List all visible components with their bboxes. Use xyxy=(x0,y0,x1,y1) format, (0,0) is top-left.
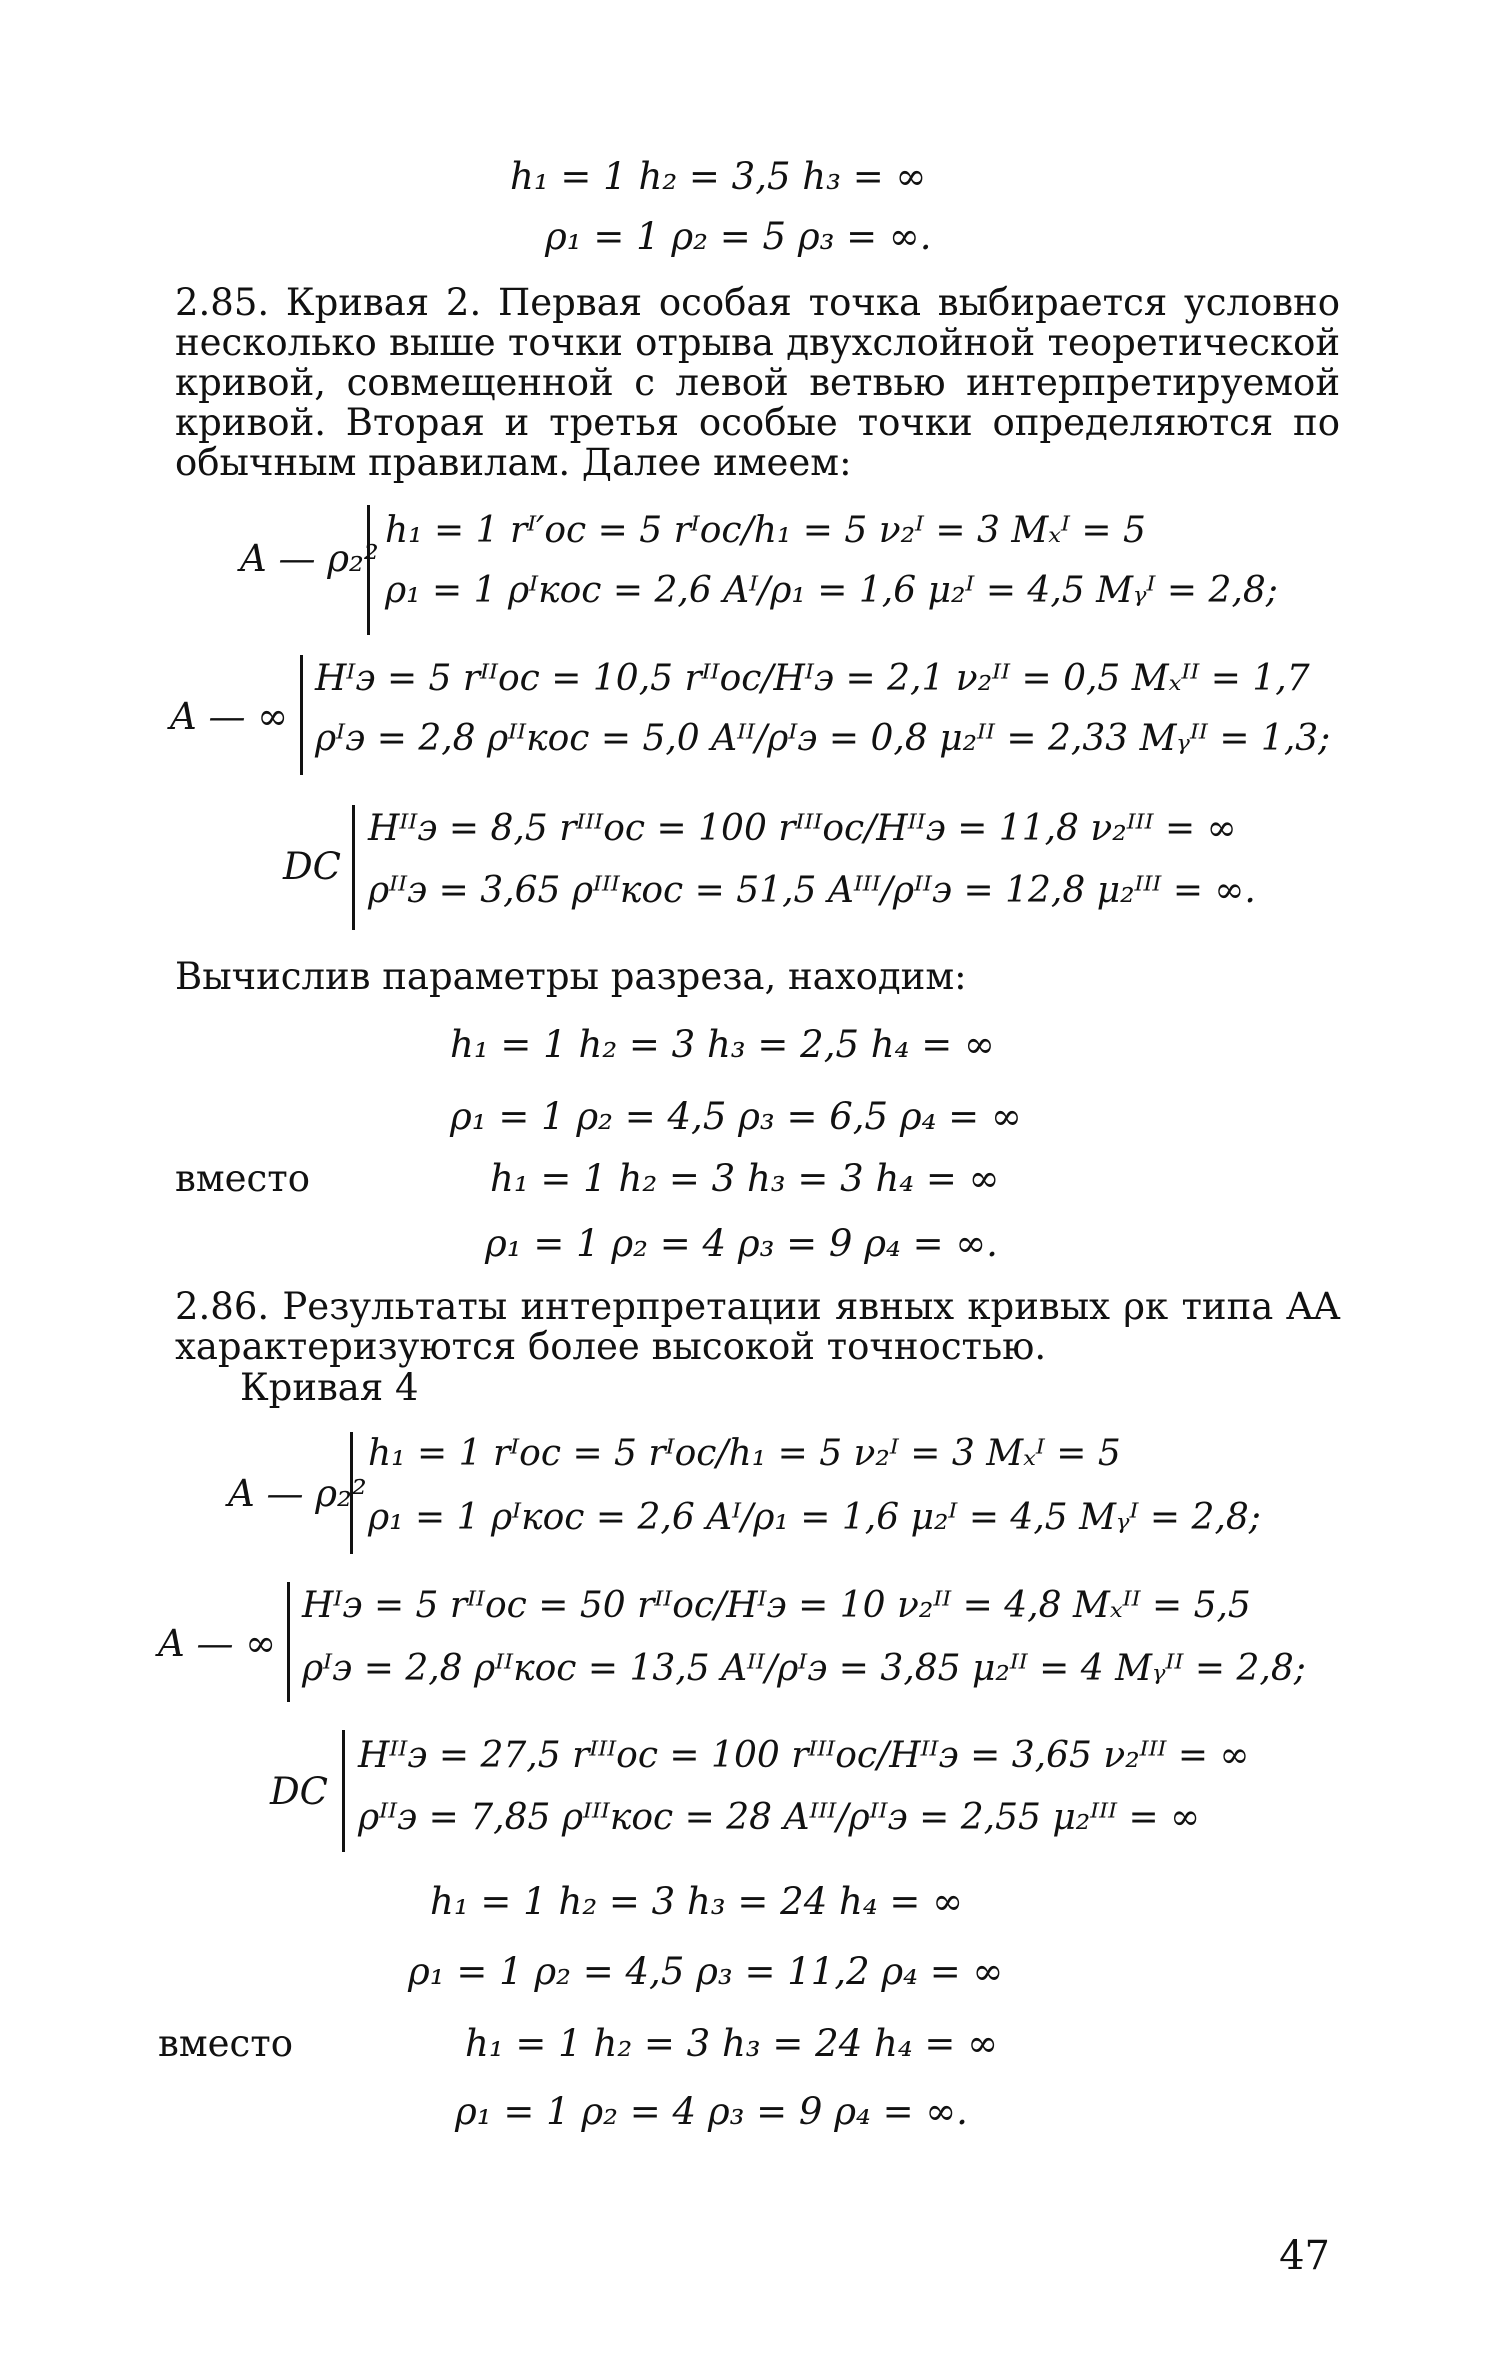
result1-h: h₁ = 1 h₂ = 3 h₃ = 2,5 h₄ = ∞ xyxy=(450,1023,995,1066)
block-row: ρ₁ = 1 ρᴵкос = 2,6 Aᴵ/ρ₁ = 1,6 μ₂ᴵ = 4,5 Mᵧᴵ = 2,8; xyxy=(368,1497,1261,1538)
result2-h-true: h₁ = 1 h₂ = 3 h₃ = 24 h₄ = ∞ xyxy=(465,2022,999,2065)
block-row: ρᴵэ = 2,8 ρᴵᴵкос = 5,0 Aᴵᴵ/ρᴵэ = 0,8 μ₂ᴵᴵ = 2,33 Mᵧᴵᴵ = 1,3; xyxy=(315,718,1331,759)
page-number: 47 xyxy=(1279,2233,1330,2279)
formula-rho-top: ρ₁ = 1 ρ₂ = 5 ρ₃ = ∞. xyxy=(545,215,932,258)
block-label: DC xyxy=(270,1770,328,1813)
block-row: ρᴵᴵэ = 7,85 ρᴵᴵᴵкос = 28 Aᴵᴵᴵ/ρᴵᴵэ = 2,55 μ₂ᴵᴵᴵ = ∞ xyxy=(358,1797,1201,1838)
result2-rho: ρ₁ = 1 ρ₂ = 4,5 ρ₃ = 11,2 ρ₄ = ∞ xyxy=(408,1950,1004,1993)
block-row: h₁ = 1 rᴵ′ос = 5 rᴵос/h₁ = 5 ν₂ᴵ = 3 Mₓᴵ = 5 xyxy=(385,510,1146,551)
paragraph-2-86: 2.86. Результаты интерпретации явных кривых ρк типа AA характеризуются более высокой точностью. xyxy=(175,1285,1340,1368)
result1-rho-true: ρ₁ = 1 ρ₂ = 4 ρ₃ = 9 ρ₄ = ∞. xyxy=(485,1222,998,1265)
block-row: Hᴵэ = 5 rᴵᴵос = 10,5 rᴵᴵос/Hᴵэ = 2,1 ν₂ᴵᴵ = 0,5 Mₓᴵᴵ = 1,7 xyxy=(315,658,1310,699)
block-row: Hᴵᴵэ = 27,5 rᴵᴵᴵос = 100 rᴵᴵᴵос/Hᴵᴵэ = 3,65 ν₂ᴵᴵᴵ = ∞ xyxy=(358,1735,1250,1776)
block-label: A — ρ₂² xyxy=(228,1472,367,1515)
curve-label: Кривая 4 xyxy=(240,1366,419,1409)
instead-label: вместо xyxy=(175,1157,310,1200)
result1-h-true: h₁ = 1 h₂ = 3 h₃ = 3 h₄ = ∞ xyxy=(490,1157,1000,1200)
instead-label-2: вместо xyxy=(158,2022,293,2065)
result1-rho: ρ₁ = 1 ρ₂ = 4,5 ρ₃ = 6,5 ρ₄ = ∞ xyxy=(450,1095,1022,1138)
block-bar xyxy=(287,1582,290,1702)
block-bar xyxy=(300,655,303,775)
calc-text: Вычислив параметры разреза, находим: xyxy=(175,955,967,998)
result2-rho-true: ρ₁ = 1 ρ₂ = 4 ρ₃ = 9 ρ₄ = ∞. xyxy=(455,2090,968,2133)
block-row: ρᴵᴵэ = 3,65 ρᴵᴵᴵкос = 51,5 Aᴵᴵᴵ/ρᴵᴵэ = 12,8 μ₂ᴵᴵᴵ = ∞. xyxy=(368,870,1256,911)
block-bar xyxy=(352,805,355,930)
block-label: A — ∞ xyxy=(158,1622,277,1665)
block-row: Hᴵᴵэ = 8,5 rᴵᴵᴵос = 100 rᴵᴵᴵос/Hᴵᴵэ = 11,8 ν₂ᴵᴵᴵ = ∞ xyxy=(368,808,1237,849)
block-label: A — ρ₂² xyxy=(240,537,379,580)
block-bar xyxy=(367,505,370,635)
block-row: h₁ = 1 rᴵос = 5 rᴵос/h₁ = 5 ν₂ᴵ = 3 Mₓᴵ = 5 xyxy=(368,1433,1121,1474)
block-bar xyxy=(342,1730,345,1852)
block-label: DC xyxy=(283,845,341,888)
result2-h: h₁ = 1 h₂ = 3 h₃ = 24 h₄ = ∞ xyxy=(430,1880,964,1923)
block-row: ρᴵэ = 2,8 ρᴵᴵкос = 13,5 Aᴵᴵ/ρᴵэ = 3,85 μ₂ᴵᴵ = 4 Mᵧᴵᴵ = 2,8; xyxy=(302,1648,1306,1689)
block-bar xyxy=(350,1432,353,1554)
block-row: ρ₁ = 1 ρᴵкос = 2,6 Aᴵ/ρ₁ = 1,6 μ₂ᴵ = 4,5 Mᵧᴵ = 2,8; xyxy=(385,570,1278,611)
paragraph-2-85: 2.85. Кривая 2. Первая особая точка выбирается условно несколько выше точки отрыва двухслойной теоретической кривой, совмещенной с левой ветвью интерпретируемой кривой. Вторая и третья особые точки определяются по обычным правилам. Далее имеем: xyxy=(175,281,1340,484)
block-row: Hᴵэ = 5 rᴵᴵос = 50 rᴵᴵос/Hᴵэ = 10 ν₂ᴵᴵ = 4,8 Mₓᴵᴵ = 5,5 xyxy=(302,1585,1251,1626)
block-label: A — ∞ xyxy=(170,695,289,738)
formula-h-top: h₁ = 1 h₂ = 3,5 h₃ = ∞ xyxy=(510,155,927,198)
